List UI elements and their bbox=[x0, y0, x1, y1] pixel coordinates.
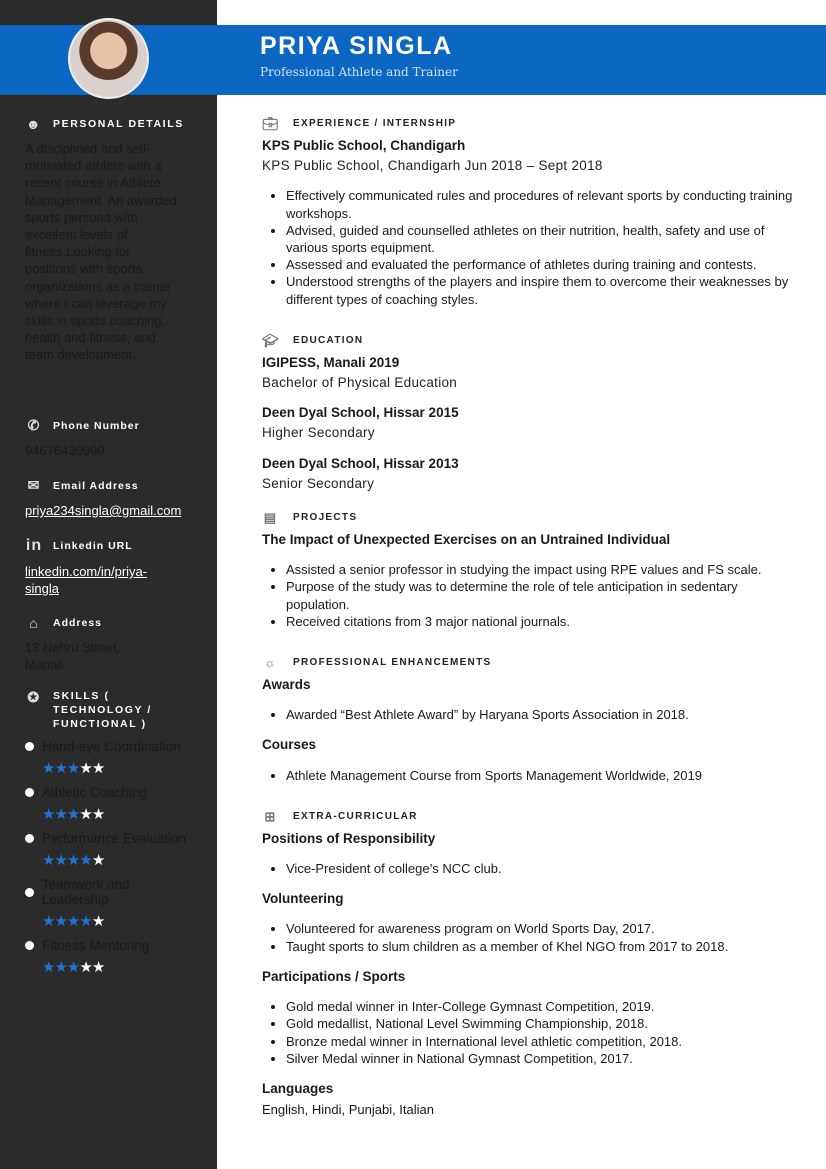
school: IGIPESS, Manali 2019 bbox=[262, 354, 400, 370]
phone-value: 94676430990 bbox=[25, 443, 105, 458]
degree: Higher Secondary bbox=[262, 425, 375, 441]
skill-name: Fitness Mentoring bbox=[42, 938, 150, 953]
star-icon: ★ bbox=[66, 760, 80, 777]
courses-list bbox=[286, 767, 802, 784]
star-icon: ★ bbox=[42, 852, 55, 869]
linkedin-icon: in bbox=[25, 537, 43, 554]
personal-details bbox=[25, 116, 195, 364]
skill-item bbox=[25, 831, 195, 869]
star-icon: ★ bbox=[54, 852, 67, 869]
phone-section bbox=[25, 417, 195, 459]
star-icon: ★ bbox=[91, 852, 105, 869]
address-section bbox=[25, 615, 195, 673]
star-icon: ★ bbox=[79, 959, 92, 976]
star-icon: ★ bbox=[42, 806, 55, 823]
bullet-item: • Gold medal winner in Inter-College Gymnast Competition, 2019. bbox=[286, 998, 802, 1015]
star-icon: ★ bbox=[91, 760, 105, 777]
skill-name: Hand-eye Coordination bbox=[42, 739, 181, 754]
responsibility-list bbox=[286, 860, 802, 877]
bullet-item: • Silver Medal winner in National Gymnast Competition, 2017. bbox=[286, 1050, 802, 1067]
envelope-icon: ✉ bbox=[27, 477, 41, 493]
bullet-item: • Awarded “Best Athlete Award” by Haryana Sports Association in 2018. bbox=[286, 706, 802, 723]
section-title: Address bbox=[53, 617, 103, 629]
star-icon: ★ bbox=[79, 852, 92, 869]
bullet-item: • Volunteered for awareness program on World Sports Day, 2017. bbox=[286, 920, 802, 937]
candidate-name: PRIYA SINGLA bbox=[260, 32, 453, 60]
languages-value: English, Hindi, Punjabi, Italian bbox=[262, 1102, 434, 1118]
summary-text: A disciplined and self-motivated athlete with a recent course in Athlete Management. An awarded sports persona with excellent levels of fitness.Looking for positions with sports organizations as a trainer where I can leverage my skills in sports coaching, health and fitness, and team development. bbox=[25, 141, 177, 363]
bullet-item: • Vice-President of college’s NCC club. bbox=[286, 860, 802, 877]
courses-label: Courses bbox=[262, 737, 317, 753]
volunteering-label: Volunteering bbox=[262, 891, 344, 907]
bullet-icon bbox=[25, 941, 34, 950]
school: Deen Dyal School, Hissar 2013 bbox=[262, 455, 459, 471]
email-link[interactable]: priya234singla@gmail.com bbox=[25, 503, 182, 518]
briefcase-icon: 💼︎ bbox=[262, 116, 280, 132]
experience-detail: KPS Public School, Chandigarh Jun 2018 – Sept 2018 bbox=[262, 158, 603, 174]
awards-label: Awards bbox=[262, 677, 311, 693]
star-icon: ★ bbox=[91, 806, 105, 823]
star-icon: ★ bbox=[54, 760, 67, 777]
project-bullets bbox=[286, 561, 802, 630]
bullet-item: • Advised, guided and counselled athletes on their nutrition, health, safety and use of various sports equipment. bbox=[286, 222, 802, 256]
address-value: 13 Nehru Street, Manali bbox=[25, 640, 121, 673]
section-title: EXTRA-CURRICULAR bbox=[293, 811, 418, 823]
star-icon: ★ bbox=[66, 959, 80, 976]
section-title: PROFESSIONAL ENHANCEMENTS bbox=[293, 657, 492, 669]
bullet-item: • Received citations from 3 major national journals. bbox=[286, 613, 802, 630]
skill-item bbox=[25, 938, 195, 976]
star-icon: ★ bbox=[66, 913, 80, 930]
education-item bbox=[262, 455, 802, 492]
section-title: Linkedin URL bbox=[53, 540, 133, 552]
star-icon: ★ bbox=[66, 806, 80, 823]
volunteering-list bbox=[286, 920, 802, 954]
degree: Bachelor of Physical Education bbox=[262, 375, 458, 391]
section-title: Email Address bbox=[53, 479, 139, 492]
star-icon: ★ bbox=[91, 959, 105, 976]
skill-item bbox=[25, 877, 195, 930]
languages-label: Languages bbox=[262, 1080, 334, 1096]
candidate-role: Professional Athlete and Trainer bbox=[260, 65, 458, 79]
home-icon: ⌂ bbox=[29, 615, 39, 631]
star-icon: ★ bbox=[42, 959, 55, 976]
bullet-item: • Assessed and evaluated the performance of athletes during training and contests. bbox=[286, 256, 802, 273]
phone-icon: ✆ bbox=[27, 417, 41, 433]
user-icon: ☻ bbox=[25, 116, 43, 132]
section-title: EDUCATION bbox=[293, 335, 364, 347]
skill-name: Teamwork and Leadership bbox=[41, 877, 130, 907]
bullet-item: • Understood strengths of the players and inspire them to overcome their weaknesses by different types of coaching styles. bbox=[286, 273, 802, 307]
responsibility-label: Positions of Responsibility bbox=[262, 830, 436, 846]
document-icon: ▤ bbox=[263, 510, 278, 526]
participation-list bbox=[286, 998, 802, 1067]
star-icon: ★ bbox=[66, 852, 80, 869]
star-icon: ★ bbox=[79, 913, 92, 930]
skill-rating bbox=[42, 913, 195, 930]
experience-bullets bbox=[286, 187, 802, 307]
bullet-icon bbox=[25, 788, 34, 797]
section-title: PROJECTS bbox=[293, 512, 358, 524]
participation-label: Participations / Sports bbox=[262, 968, 406, 984]
school: Deen Dyal School, Hissar 2015 bbox=[262, 405, 459, 421]
bullet-icon bbox=[25, 742, 34, 751]
bullet-item: • Effectively communicated rules and procedures of relevant sports by conducting training workshops. bbox=[286, 187, 802, 221]
star-icon: ★ bbox=[54, 806, 67, 823]
profile-photo bbox=[68, 18, 149, 99]
linkedin-link[interactable]: linkedin.com/in/priya-singla bbox=[25, 564, 148, 597]
education-item bbox=[262, 354, 802, 391]
star-icon: ★ bbox=[54, 959, 67, 976]
star-icon: ★ bbox=[79, 760, 92, 777]
star-icon: ★ bbox=[91, 913, 105, 930]
bullet-item: • Purpose of the study was to determine the role of tele anticipation in sedentary population. bbox=[286, 578, 802, 612]
skill-name: Athletic Coaching bbox=[42, 785, 148, 800]
education-item bbox=[262, 404, 802, 441]
bullet-item: • Athlete Management Course from Sports Management Worldwide, 2019 bbox=[286, 767, 802, 784]
bullet-item: • Gold medallist, National Level Swimming Championship, 2018. bbox=[286, 1015, 802, 1032]
awards-list bbox=[286, 706, 802, 723]
degree: Senior Secondary bbox=[262, 475, 375, 491]
bullet-item: • Taught sports to slum children as a member of Khel NGO from 2017 to 2018. bbox=[286, 938, 802, 955]
section-title: Phone Number bbox=[53, 419, 140, 432]
skill-rating bbox=[42, 959, 195, 976]
section-title: EXPERIENCE / INTERNSHIP bbox=[293, 118, 457, 130]
skill-rating bbox=[42, 852, 195, 869]
star-icon: ★ bbox=[42, 913, 55, 930]
skill-name: Performance Evaluation bbox=[42, 831, 187, 846]
award-icon: ✪ bbox=[27, 689, 41, 705]
section-title: PERSONAL DETAILS bbox=[53, 118, 184, 130]
star-icon: ★ bbox=[79, 806, 92, 823]
lightbulb-icon: ☼ bbox=[263, 655, 278, 671]
star-icon: ★ bbox=[42, 760, 55, 777]
skill-rating bbox=[42, 760, 195, 777]
linkedin-section bbox=[25, 537, 195, 597]
skill-rating bbox=[42, 806, 195, 823]
experience-org: KPS Public School, Chandigarh bbox=[262, 138, 466, 153]
project-name: The Impact of Unexpected Exercises on an Untrained Individual bbox=[262, 532, 671, 548]
email-section bbox=[25, 477, 195, 519]
graduation-cap-icon: 🎓︎ bbox=[262, 333, 280, 349]
section-title: SKILLS ( TECHNOLOGY / FUNCTIONAL ) bbox=[53, 690, 152, 730]
bullet-icon bbox=[25, 834, 34, 843]
star-icon: ★ bbox=[54, 913, 67, 930]
bullet-icon bbox=[25, 888, 34, 897]
skill-item bbox=[25, 785, 195, 823]
bullet-item: • Bronze medal winner in International level athletic competition, 2018. bbox=[286, 1033, 802, 1050]
bullet-item: • Assisted a senior professor in studying the impact using RPE values and FS scale. bbox=[286, 561, 802, 578]
skill-item bbox=[25, 739, 195, 777]
plus-icon: ⊞ bbox=[264, 809, 277, 825]
main-content bbox=[262, 116, 802, 1118]
skills-section bbox=[25, 689, 195, 976]
